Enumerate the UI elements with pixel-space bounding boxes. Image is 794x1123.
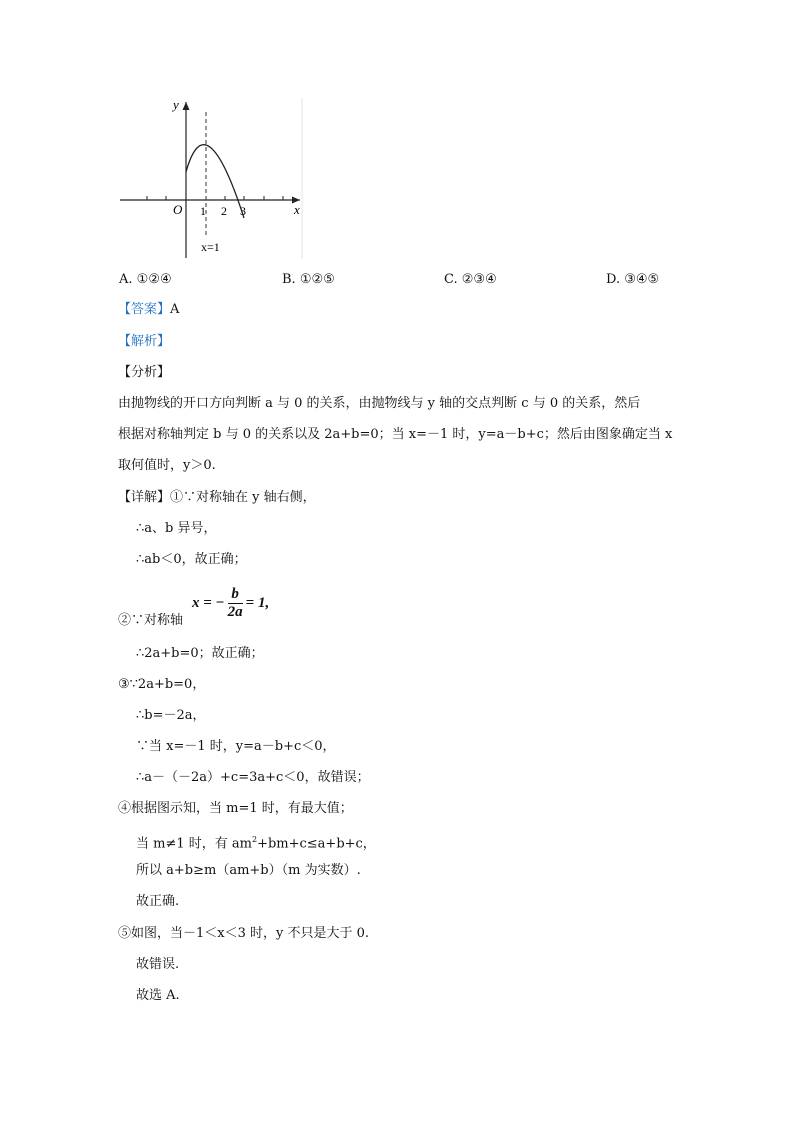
- option-letter: B.: [282, 272, 296, 287]
- formula-numerator: b: [228, 586, 243, 604]
- answer-line: [118, 301, 179, 319]
- detail-line-10: ④根据图示知，当 m=1 时，有最大值；: [118, 801, 353, 816]
- detail-line-15: 故错误.: [136, 957, 180, 972]
- detail-line-12: 所以 a+b≥m（am+b）（m 为实数）.: [136, 863, 361, 878]
- tick-label-2: 2: [221, 204, 227, 218]
- detail-line-5: ∴2a+b=0；故正确；: [136, 646, 264, 661]
- formula-denominator: 2a: [227, 604, 243, 620]
- option-text: ①②④: [136, 272, 172, 287]
- option-c: [444, 272, 497, 287]
- option-d: [606, 272, 659, 287]
- analysis-line-2: 根据对称轴判定 b 与 0 的关系以及 2a+b=0；当 x=－1 时，y=a－b+c；然后由图象确定当 x: [118, 427, 673, 442]
- y-axis-arrow: [183, 102, 190, 110]
- option-text: ②③④: [461, 272, 497, 287]
- detail-line-8: ∵当 x=－1 时，y=a－b+c＜0，: [136, 739, 336, 754]
- detail-line-1: 【详解】①∵对称轴在 y 轴右侧，: [118, 490, 316, 505]
- detail-line-11-a: 当 m≠1 时，有 am: [136, 836, 252, 852]
- analysis-subheading: 【分析】: [118, 365, 171, 380]
- detail-line-14: ⑤如图，当－1＜x＜3 时，y 不只是大于 0.: [118, 926, 370, 941]
- detail-line-11-b: +bm+c≤a+b+c，: [257, 836, 376, 852]
- detail-line-6: ③∵2a+b=0，: [118, 677, 206, 692]
- y-axis-label: y: [173, 97, 179, 112]
- detail-line-13: 故正确.: [136, 894, 180, 909]
- detail-line-11: [136, 831, 376, 853]
- x-ticks: [147, 196, 283, 200]
- analysis-tag: 【解析】: [118, 334, 171, 349]
- detail-line-4: ②∵对称轴: [118, 613, 184, 628]
- tick-label-1: 1: [200, 204, 206, 218]
- option-letter: D.: [606, 272, 621, 287]
- origin-label: O: [173, 202, 183, 217]
- answer-tag: 【答案】: [118, 302, 171, 317]
- option-b: [282, 272, 335, 287]
- formula-fraction: [228, 586, 243, 621]
- option-letter: A.: [119, 272, 133, 287]
- formula-lhs: x = −: [192, 594, 225, 611]
- analysis-line-1: 由抛物线的开口方向判断 a 与 0 的关系，由抛物线与 y 轴的交点判断 c 与 0 的关系，然后: [118, 396, 641, 411]
- answer-value: A: [170, 302, 180, 317]
- option-letter: C.: [444, 272, 458, 287]
- parabola-curve: [186, 145, 244, 218]
- option-text: ③④⑤: [624, 272, 660, 287]
- detail-line-7: ∴b=－2a，: [136, 708, 206, 723]
- superscript: 2: [251, 835, 258, 844]
- detail-line-2: ∴a、b 异号，: [136, 521, 217, 536]
- symmetry-axis-label: x=1: [201, 240, 220, 254]
- formula-rhs: = 1,: [245, 594, 270, 611]
- parabola-graph: [118, 96, 308, 261]
- x-axis-label: x: [294, 202, 300, 217]
- detail-line-3: ∴ab＜0，故正确；: [136, 552, 247, 567]
- option-text: ①②⑤: [299, 272, 335, 287]
- detail-line-16: 故选 A.: [136, 988, 180, 1003]
- option-a: [119, 272, 172, 287]
- analysis-line-3: 取何值时，y＞0.: [118, 458, 216, 473]
- symmetry-formula: [192, 586, 269, 621]
- detail-line-9: ∴a－（－2a）+c=3a+c＜0，故错误；: [136, 770, 370, 785]
- tick-label-3: 3: [240, 204, 246, 218]
